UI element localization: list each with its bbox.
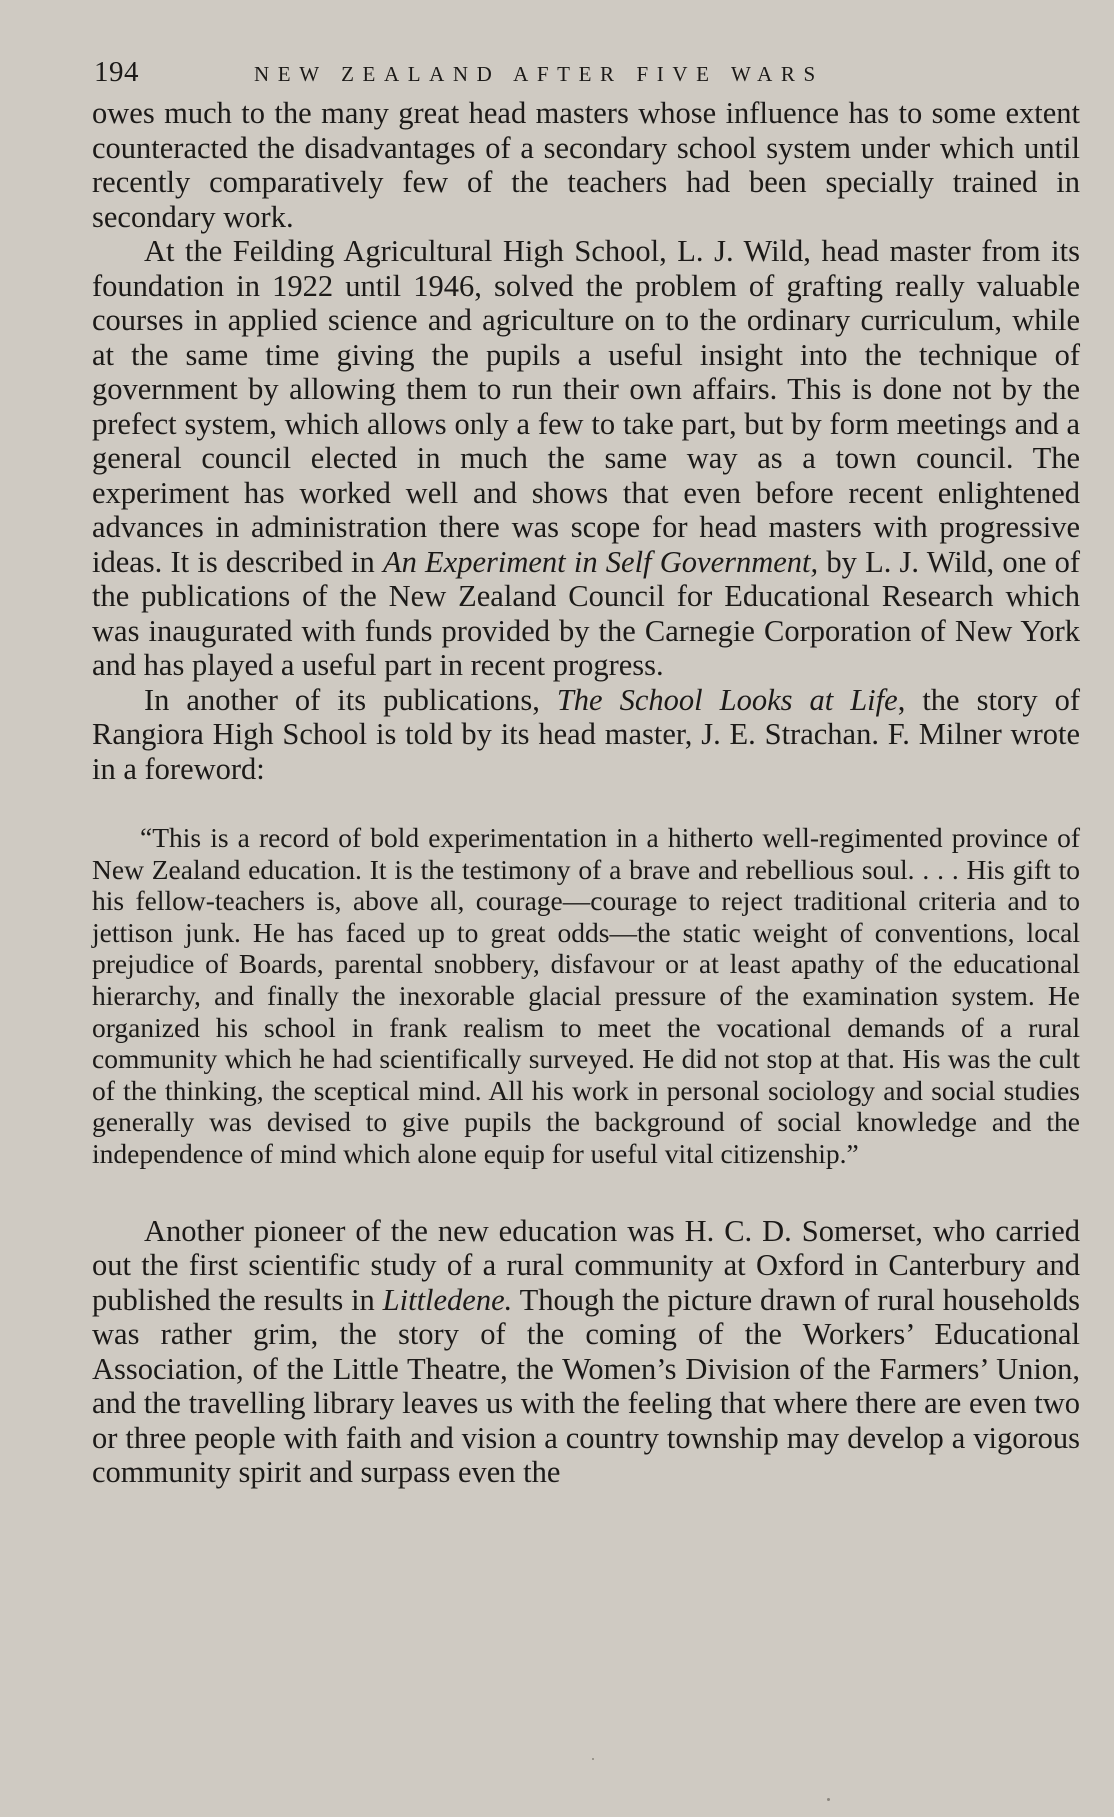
paragraph-2 [92, 234, 1080, 683]
book-title-experiment: An Experiment in Self Government, [382, 544, 819, 579]
paragraph-3 [92, 683, 1080, 787]
book-title-littledene: Littledene. [382, 1282, 513, 1317]
book-title-school-looks: The School Looks at Life [556, 682, 898, 717]
paragraph-4 [92, 1214, 1080, 1490]
running-title: NEW ZEALAND AFTER FIVE WARS [254, 62, 824, 86]
paragraph-4-text-a: Another pioneer of the new education was H. C. D. Somerset, who carried out the first scientific study of a rural community at Oxford in Canterbury and published the results in [92, 1213, 1080, 1317]
paragraph-4-text-b: Though the picture drawn of rural households was rather grim, the story of the coming of the Workers’ Educational Association, of the Little Theatre, the Women’s Division of the Farmers’ Union, and the travelling library leaves us with the feeling that where there are even two or three people with faith and vision a country township may develop a vigorous community spirit and surpass even the [92, 1282, 1080, 1490]
paper-speck [592, 1758, 594, 1760]
page-number: 194 [94, 56, 139, 88]
body-text [92, 96, 1080, 1490]
paragraph-2-text-a: At the Feilding Agricultural High School, L. J. Wild, head master from its foundation in 1922 until 1946, solved the problem of grafting really valuable courses in applied science and agriculture on to the ordinary curriculum, while at the same time giving the pupils a useful insight into the technique of government by allowing them to run their own affairs. This is done not by the prefect system, which allows only a few to take part, but by form meetings and a general council elected in much the same way as a town council. The experiment has worked well and shows that even before recent enlightened advances in administration there was scope for head masters with progressive ideas. It is described in [92, 234, 1080, 579]
paragraph-3-text-a: In another of its publications, [144, 682, 557, 717]
paragraph-3-text-b: , the story of Rangiora High School is told by its head master, J. E. Strachan. F. Milner wrote in a foreword: [92, 682, 1081, 786]
paragraph-2-text-b: by L. J. Wild, one of the publications of the New Zealand Council for Educational Research which was inaugurated with funds provided by the Carnegie Corporation of New York and has played a useful part in recent progress. [92, 544, 1080, 682]
paper-speck [827, 1798, 830, 1801]
paragraph-1: owes much to the many great head masters whose influence has to some extent counteracted the disadvantages of a secondary school system under which until recently comparatively few of the teachers had been specially trained in secondary work. [92, 96, 1080, 234]
page-header [92, 52, 1080, 94]
block-quote: “This is a record of bold experimentation in a hitherto well-regimented province of New Zealand education. It is the testimony of a brave and rebellious soul. . . . His gift to his fellow-teachers is, above all, courage—courage to reject traditional criteria and to jettison junk. He has faced up to great odds—the static weight of conventions, local prejudice of Boards, parental snobbery, disfavour or at least apathy of the educational hierarchy, and finally the inexorable glacial pressure of the examination system. He organized his school in frank realism to meet the vocational demands of a rural community which he had scientifically surveyed. He did not stop at that. His was the cult of the thinking, the sceptical mind. All his work in personal sociology and social studies generally was devised to give pupils the background of social knowledge and the independence of mind which alone equip for useful vital citizenship.” [92, 822, 1080, 1169]
